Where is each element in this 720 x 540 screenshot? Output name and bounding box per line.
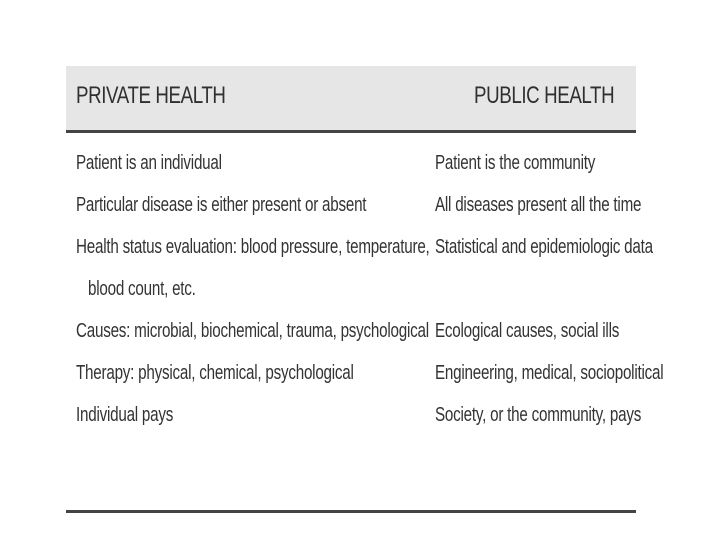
- table-bottom-rule: [66, 510, 636, 513]
- table-row: [66, 269, 636, 309]
- public-cell: Engineering, medical, sociopolitical: [435, 362, 664, 384]
- header-private-health: PRIVATE HEALTH: [76, 82, 226, 109]
- public-cell: Statistical and epidemiologic data: [435, 236, 653, 258]
- table-row: [66, 353, 664, 393]
- table-body: [66, 133, 664, 510]
- private-cell-continuation: blood count, etc.: [88, 278, 196, 300]
- private-cell: Causes: microbial, biochemical, trauma, psychological: [76, 320, 429, 342]
- private-cell: Patient is an individual: [76, 152, 222, 174]
- private-cell: Individual pays: [76, 404, 174, 426]
- header-public-health: PUBLIC HEALTH: [474, 82, 615, 109]
- comparison-table: [66, 66, 664, 510]
- private-cell: Health status evaluation: blood pressure, temperature,: [76, 236, 430, 258]
- public-cell: All diseases present all the time: [435, 194, 642, 216]
- table-row: [66, 185, 642, 225]
- table-header: [66, 66, 636, 133]
- public-cell: Ecological causes, social ills: [435, 320, 620, 342]
- table-row: [66, 395, 642, 435]
- public-cell: Society, or the community, pays: [435, 404, 642, 426]
- table-row: [66, 143, 636, 183]
- public-cell: Patient is the community: [435, 152, 596, 174]
- private-cell: Therapy: physical, chemical, psychological: [76, 362, 354, 384]
- private-cell: Particular disease is either present or absent: [76, 194, 367, 216]
- table-row: [66, 311, 636, 351]
- table-row: [66, 227, 653, 267]
